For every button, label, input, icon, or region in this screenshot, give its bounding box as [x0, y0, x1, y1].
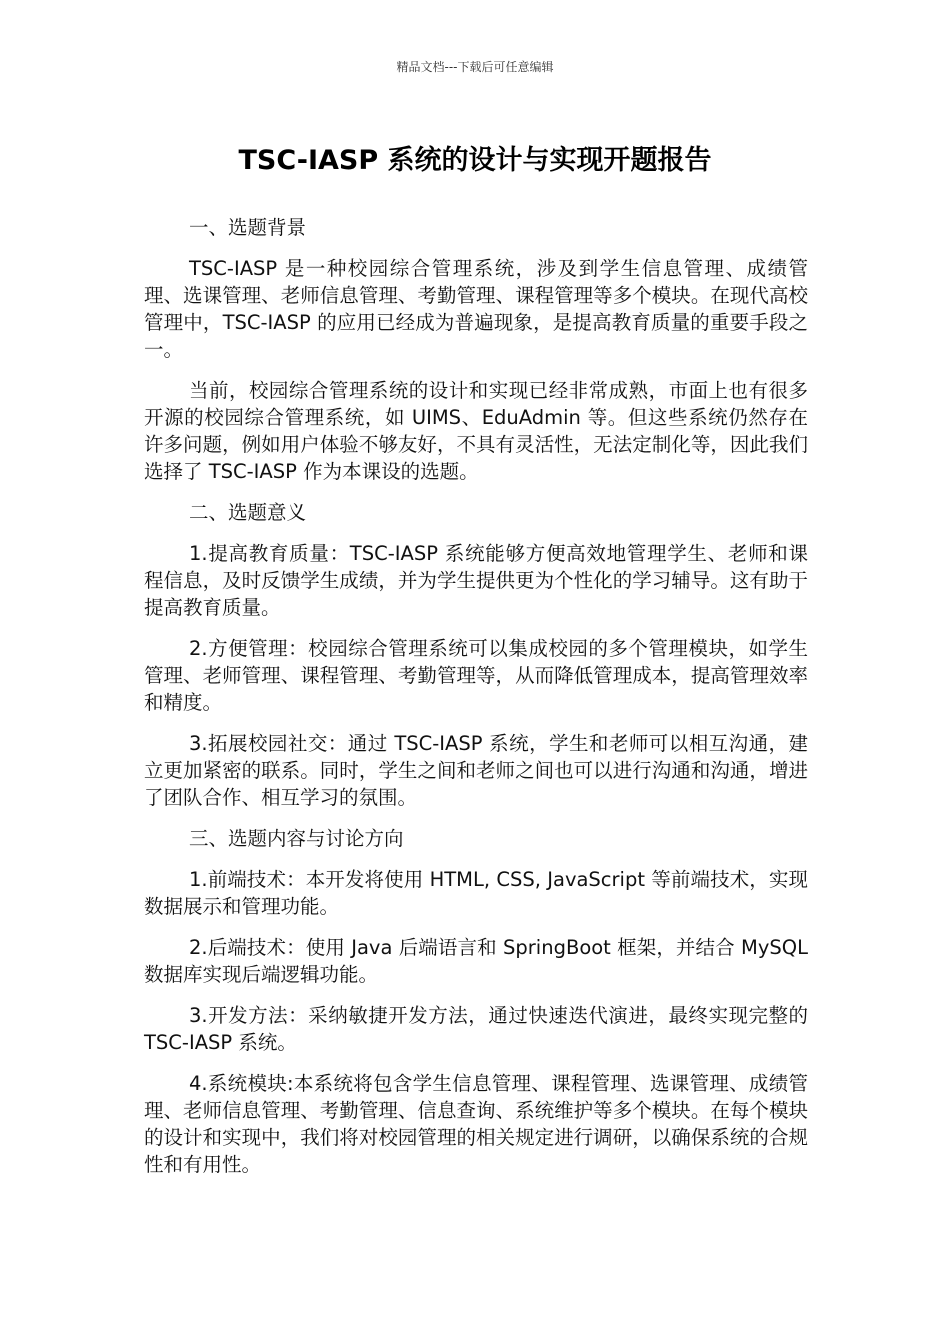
paragraph: 2.后端技术：使用 Java 后端语言和 SpringBoot 框架，并结合 MySQL 数据库实现后端逻辑功能。 [144, 936, 808, 986]
paragraph: 1.提高教育质量：TSC-IASP 系统能够方便高效地管理学生、老师和课程信息，及时反馈学生成绩，并为学生提供更为个性化的学习辅导。这有助于提高教育质量。 [144, 542, 808, 619]
paragraph: 1.前端技术：本开发将使用 HTML, CSS, JavaScript 等前端技术，实现数据展示和管理功能。 [144, 868, 808, 918]
paragraph: 当前，校园综合管理系统的设计和实现已经非常成熟，市面上也有很多开源的校园综合管理系统，如 UIMS、EduAdmin 等。但这些系统仍然存在许多问题，例如用户体验不够友好，不具有灵活性，无法定制化等，因此我们选择了 TSC-IASP 作为本课设的选题。 [144, 379, 808, 483]
paragraph: 3.开发方法：采纳敏捷开发方法，通过快速迭代演进，最终实现完整的 TSC-IASP 系统。 [144, 1004, 808, 1054]
paragraph: 4.系统模块:本系统将包含学生信息管理、课程管理、选课管理、成绩管理、老师信息管理、考勤管理、信息查询、系统维护等多个模块。在每个模块的设计和实现中，我们将对校园管理的相关规定进行调研，以确保系统的合规性和有用性。 [144, 1072, 808, 1176]
document-body [144, 214, 808, 1192]
section-heading-content: 三、选题内容与讨论方向 [189, 827, 404, 850]
paragraph: TSC-IASP 是一种校园综合管理系统，涉及到学生信息管理、成绩管理、选课管理、老师信息管理、考勤管理、课程管理等多个模块。在现代高校管理中，TSC-IASP 的应用已经成为普遍现象，是提高教育质量的重要手段之一。 [144, 257, 808, 361]
paragraph: 3.拓展校园社交：通过 TSC-IASP 系统，学生和老师可以相互沟通，建立更加紧密的联系。同时，学生之间和老师之间也可以进行沟通和沟通，增进了团队合作、相互学习的氛围。 [144, 732, 808, 809]
document-title: TSC-IASP 系统的设计与实现开题报告 [238, 145, 712, 176]
section-heading-significance: 二、选题意义 [189, 501, 307, 524]
section-heading-background: 一、选题背景 [189, 216, 307, 239]
paragraph: 2.方便管理：校园综合管理系统可以集成校园的多个管理模块，如学生管理、老师管理、课程管理、考勤管理等，从而降低管理成本，提高管理效率和精度。 [144, 637, 808, 714]
header-note: 精品文档---下载后可任意编辑 [396, 60, 554, 74]
